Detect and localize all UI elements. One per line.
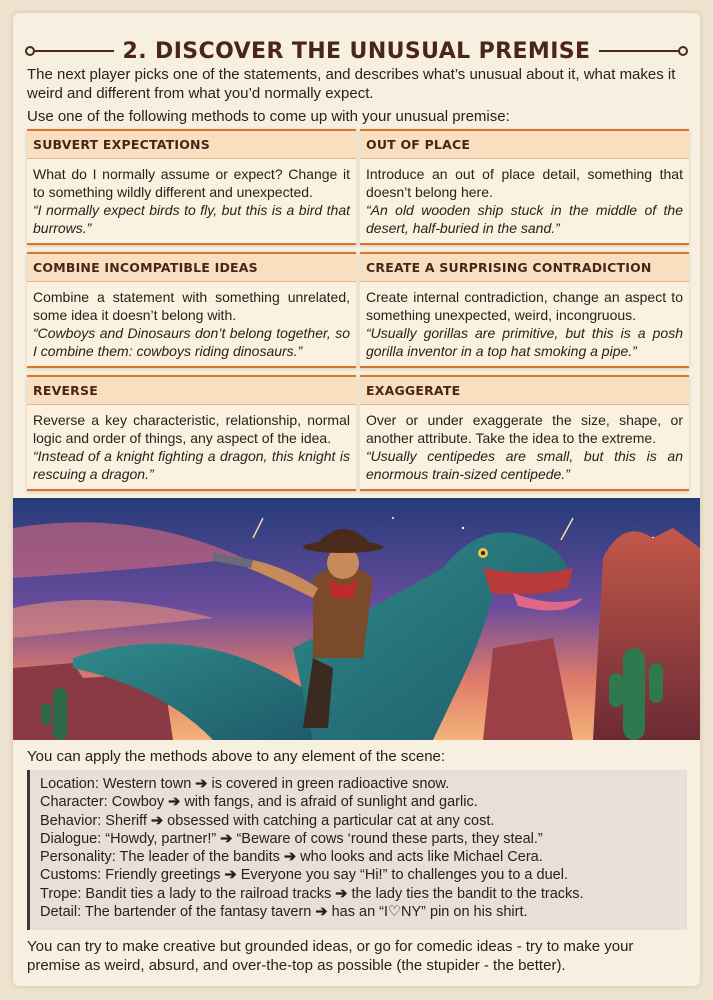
example-after: is covered in green radioactive snow. [211, 776, 450, 792]
outro-paragraph: You can try to make creative but grounded ideas, or go for comedic ideas - try to make your premise as weird, absurd, and over-the-top as possible (the stupider - the better). [27, 938, 634, 974]
method-description: Reverse a key characteristic, relationship, normal logic and order of things, any aspect of the idea. [33, 412, 350, 446]
method-body [27, 159, 356, 237]
example-before: Customs: Friendly greetings [40, 867, 221, 884]
example-row [40, 830, 687, 848]
apply-lead: You can apply the methods above to any element of the scene: [27, 748, 446, 765]
example-row [40, 793, 687, 811]
methods-lead: Use one of the following methods to come up with your unusual premise: [27, 108, 510, 125]
heading-rule-right [599, 50, 686, 52]
example-before: Behavior: Sheriff [40, 812, 147, 829]
method-title: REVERSE [27, 377, 356, 405]
cowboy-dinosaur-illustration [13, 498, 700, 740]
example-before: Trope: Bandit ties a lady to the railroad tracks [40, 885, 332, 902]
method-card-exaggerate [360, 375, 689, 491]
illustration-art [13, 498, 700, 740]
example-after: Everyone you say “Hi!” to challenges you to a duel. [240, 867, 568, 884]
arrow-icon: ➔ [283, 849, 297, 866]
arrow-icon: ➔ [220, 830, 233, 847]
method-title: CREATE A SURPRISING CONTRADICTION [360, 254, 689, 282]
intro-paragraph: The next player picks one of the statements, and describes what’s unusual about it, what makes it weird and different from what you’d normally expect. [27, 66, 676, 102]
method-body [360, 159, 689, 237]
method-example: “I normally expect birds to fly, but this is a bird that burrows.” [33, 202, 350, 236]
method-title: EXAGGERATE [360, 377, 689, 405]
page-title: 2. DISCOVER THE UNUSUAL PREMISE [122, 38, 591, 64]
example-row [40, 775, 687, 793]
method-example: “Cowboys and Dinosaurs don’t belong together, so I combine them: cowboys riding dinosaurs.” [33, 325, 350, 359]
example-row [40, 812, 687, 830]
example-after: obsessed with catching a particular cat at any cost. [167, 812, 495, 829]
arrow-icon: ➔ [224, 867, 237, 884]
method-example: “Instead of a knight fighting a dragon, this knight is rescuing a dragon.” [33, 448, 350, 482]
example-after: “Beware of cows ‘round these parts, they steal.” [236, 830, 543, 847]
arrow-icon: ➔ [195, 776, 208, 792]
example-before: Dialogue: “Howdy, partner!” [40, 830, 217, 847]
example-before: Character: Cowboy [40, 794, 165, 811]
arrow-icon: ➔ [315, 904, 328, 921]
method-example: “An old wooden ship stuck in the middle of the desert, half-buried in the sand.” [366, 202, 683, 236]
arrow-icon: ➔ [168, 794, 181, 811]
method-card-contradiction [360, 252, 689, 368]
section-heading [27, 34, 686, 68]
example-row [40, 903, 687, 921]
arrow-icon: ➔ [335, 885, 348, 902]
example-after: has an “I♡NY” pin on his shirt. [331, 904, 528, 921]
method-description: Over or under exaggerate the size, shape, or another attribute. Take the idea to the extreme. [366, 412, 683, 446]
method-card-combine [27, 252, 356, 368]
method-description: Create internal contradiction, change an aspect to something unexpected, weird, incongruous. [366, 289, 683, 323]
method-card-out-of-place [360, 129, 689, 245]
method-card-subvert [27, 129, 356, 245]
method-body [360, 282, 689, 360]
example-after: who looks and acts like Michael Cera. [300, 849, 543, 866]
method-example: “Usually centipedes are small, but this is an enormous train-sized centipede.” [366, 448, 683, 482]
method-card-reverse [27, 375, 356, 491]
method-title: COMBINE INCOMPATIBLE IDEAS [27, 254, 356, 282]
method-body [27, 282, 356, 360]
example-row [40, 885, 687, 903]
examples-box [27, 770, 687, 930]
example-after: the lady ties the bandit to the tracks. [351, 885, 584, 902]
method-description: Combine a statement with something unrelated, some idea it doesn’t belong with. [33, 289, 350, 323]
example-before: Personality: The leader of the bandits [40, 849, 280, 866]
method-example: “Usually gorillas are primitive, but this is a posh gorilla inventor in a top hat smoking a pipe.” [366, 325, 683, 359]
arrow-icon: ➔ [150, 812, 164, 829]
method-description: What do I normally assume or expect? Change it to something wildly different and unexpected. [33, 166, 350, 200]
example-row [40, 848, 687, 866]
method-body [27, 405, 356, 483]
example-after: with fangs, and is afraid of sunlight and garlic. [184, 794, 478, 811]
example-before: Detail: The bartender of the fantasy tavern [40, 904, 312, 921]
method-title: SUBVERT EXPECTATIONS [27, 131, 356, 159]
example-before: Location: Western town [40, 776, 192, 792]
example-row [40, 866, 687, 884]
method-description: Introduce an out of place detail, something that doesn’t belong here. [366, 166, 683, 200]
heading-rule-left [27, 50, 114, 52]
method-title: OUT OF PLACE [360, 131, 689, 159]
method-body [360, 405, 689, 483]
